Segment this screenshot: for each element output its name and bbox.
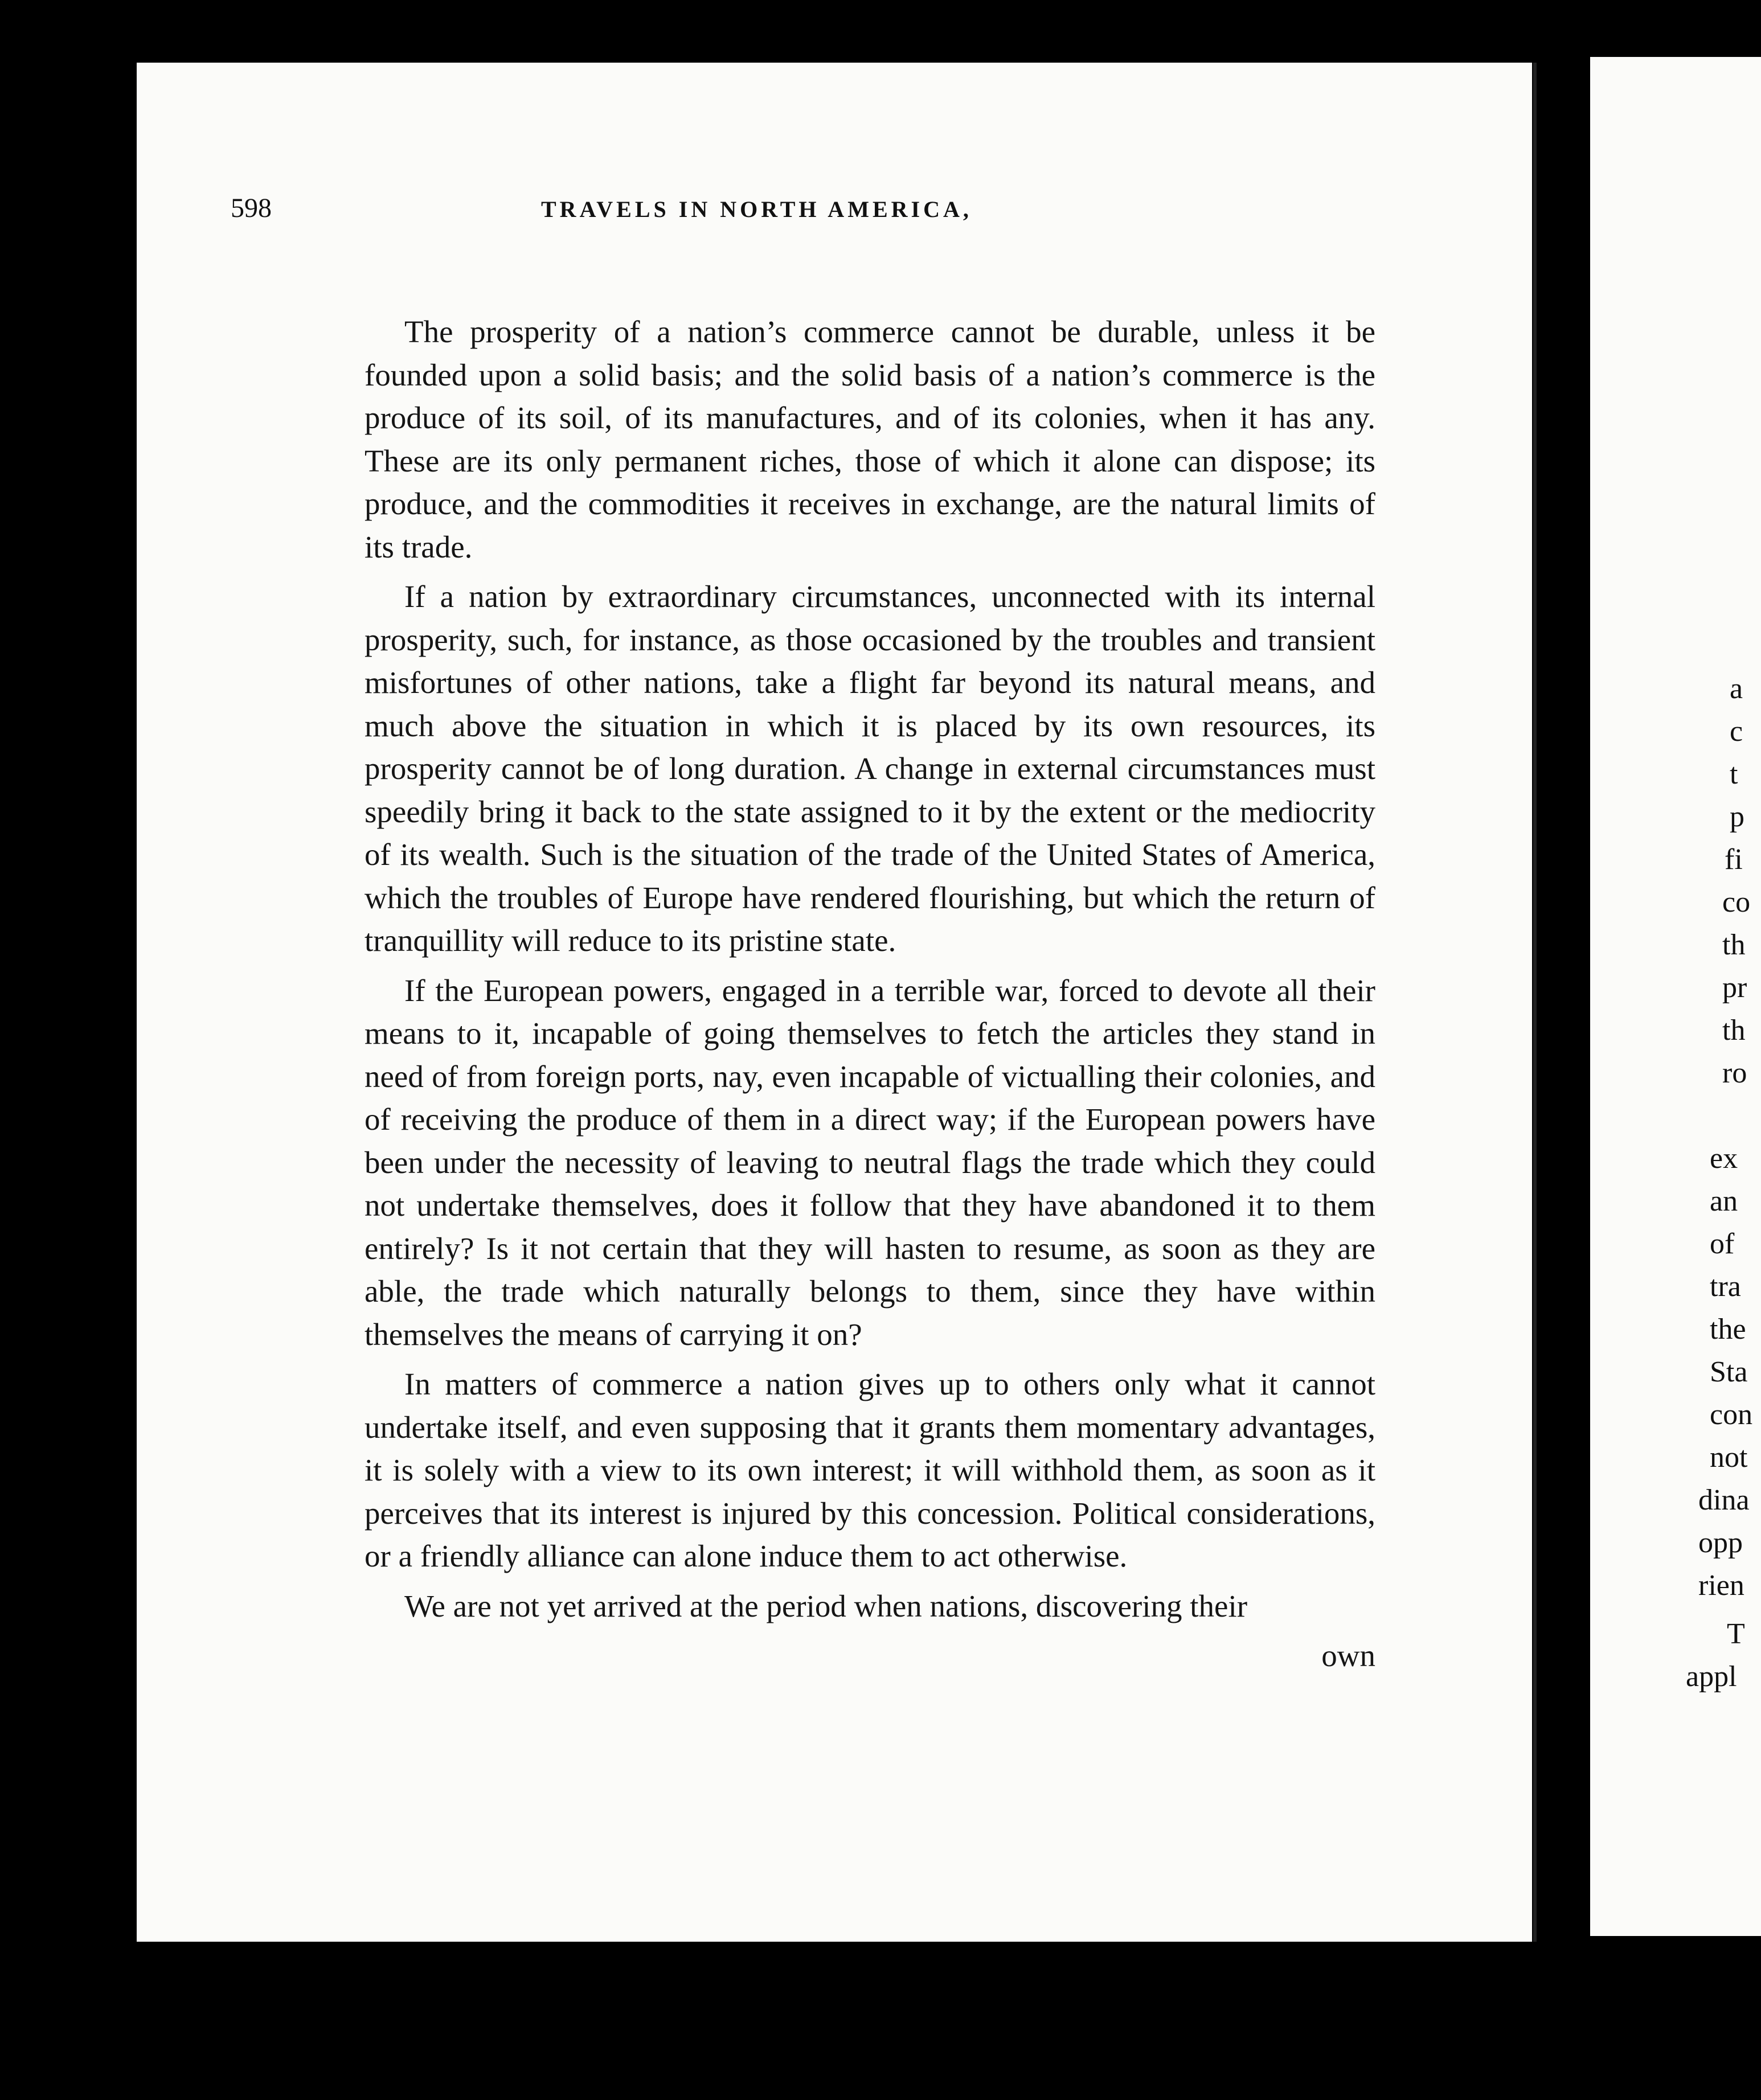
fragment: not xyxy=(1710,1441,1748,1474)
fragment: dina xyxy=(1698,1484,1750,1516)
page-number: 598 xyxy=(231,193,272,223)
catchword: own xyxy=(1321,1638,1375,1673)
fragment: t xyxy=(1730,758,1738,790)
fragment: appl xyxy=(1686,1660,1737,1693)
fragment: rien xyxy=(1698,1569,1744,1602)
fragment: p xyxy=(1730,801,1744,833)
fragment: a xyxy=(1730,672,1743,705)
fragment: an xyxy=(1710,1185,1738,1217)
facing-page-fragments xyxy=(1590,57,1753,1936)
fragment: tra xyxy=(1710,1270,1741,1303)
fragment: Sta xyxy=(1710,1356,1748,1388)
body-text xyxy=(365,310,1375,1677)
fragment: ro xyxy=(1722,1057,1747,1089)
page-edge-line xyxy=(1533,63,1537,1942)
paragraph: If a nation by extraordinary circumstances, unconnected with its internal prosperity, such, for instance, as those occasioned by the troubles and transient misfortunes of other nations, take a flight far beyond its natural means, and much above the situation in which it is placed by its own resources, its prosperity cannot be of long duration. A change in external circumstances must speedily bring it back to the state assigned to it by the extent or the mediocrity of its wealth. Such is the situation of the trade of the United States of America, which the troubles of Europe have rendered flourishing, but which the return of tranquillity will reduce to its pristine state. xyxy=(365,579,1375,958)
paragraph: We are not yet arrived at the period when nations, discovering their xyxy=(404,1588,1248,1623)
fragment: fi xyxy=(1725,843,1743,876)
paragraph: In matters of commerce a nation gives up to others only what it cannot undertake itself, and even supposing that it grants them momentary advantages, it is solely with a view to its own interest; it will withhold them, as soon as it perceives that its interest is injured by this concession. Political considerations, or a friendly alliance can alone induce them to act otherwise. xyxy=(365,1367,1375,1573)
fragment: th xyxy=(1722,929,1746,961)
facing-page-edge xyxy=(1590,57,1761,1936)
page-header xyxy=(231,192,1370,249)
fragment: T xyxy=(1727,1618,1745,1650)
fragment: opp xyxy=(1698,1527,1743,1559)
fragment: the xyxy=(1710,1313,1746,1346)
fragment: con xyxy=(1710,1398,1753,1431)
fragment: pr xyxy=(1722,971,1747,1004)
fragment: th xyxy=(1722,1014,1746,1047)
fragment: ex xyxy=(1710,1142,1738,1175)
paragraph: The prosperity of a nation’s commerce cannot be durable, unless it be founded upon a solid basis; and the solid basis of a nation’s commerce is the produce of its soil, of its manufactures, and of its colonies, when it has any. These are its only permanent riches, those of which it alone can dispose; its produce, and the commodities it receives in exchange, are the natural limits of its trade. xyxy=(365,314,1375,564)
running-head: TRAVELS IN NORTH AMERICA, xyxy=(541,196,972,222)
fragment: of xyxy=(1710,1228,1735,1260)
fragment: c xyxy=(1730,715,1743,748)
fragment: co xyxy=(1722,886,1751,918)
paragraph: If the European powers, engaged in a terrible war, forced to devote all their means to it, incapable of going themselves to fetch the articles they stand in need of from foreign ports, nay, even incapable of victualling their colonies, and of receiving the produce of them in a direct way; if the European powers have been under the necessity of leaving to neutral flags the trade which they could not undertake themselves, does it follow that they have abandoned it to them entirely? Is it not certain that they will hasten to resume, as soon as they are able, the trade which naturally belongs to them, since they have within themselves the means of carrying it on? xyxy=(365,973,1375,1352)
